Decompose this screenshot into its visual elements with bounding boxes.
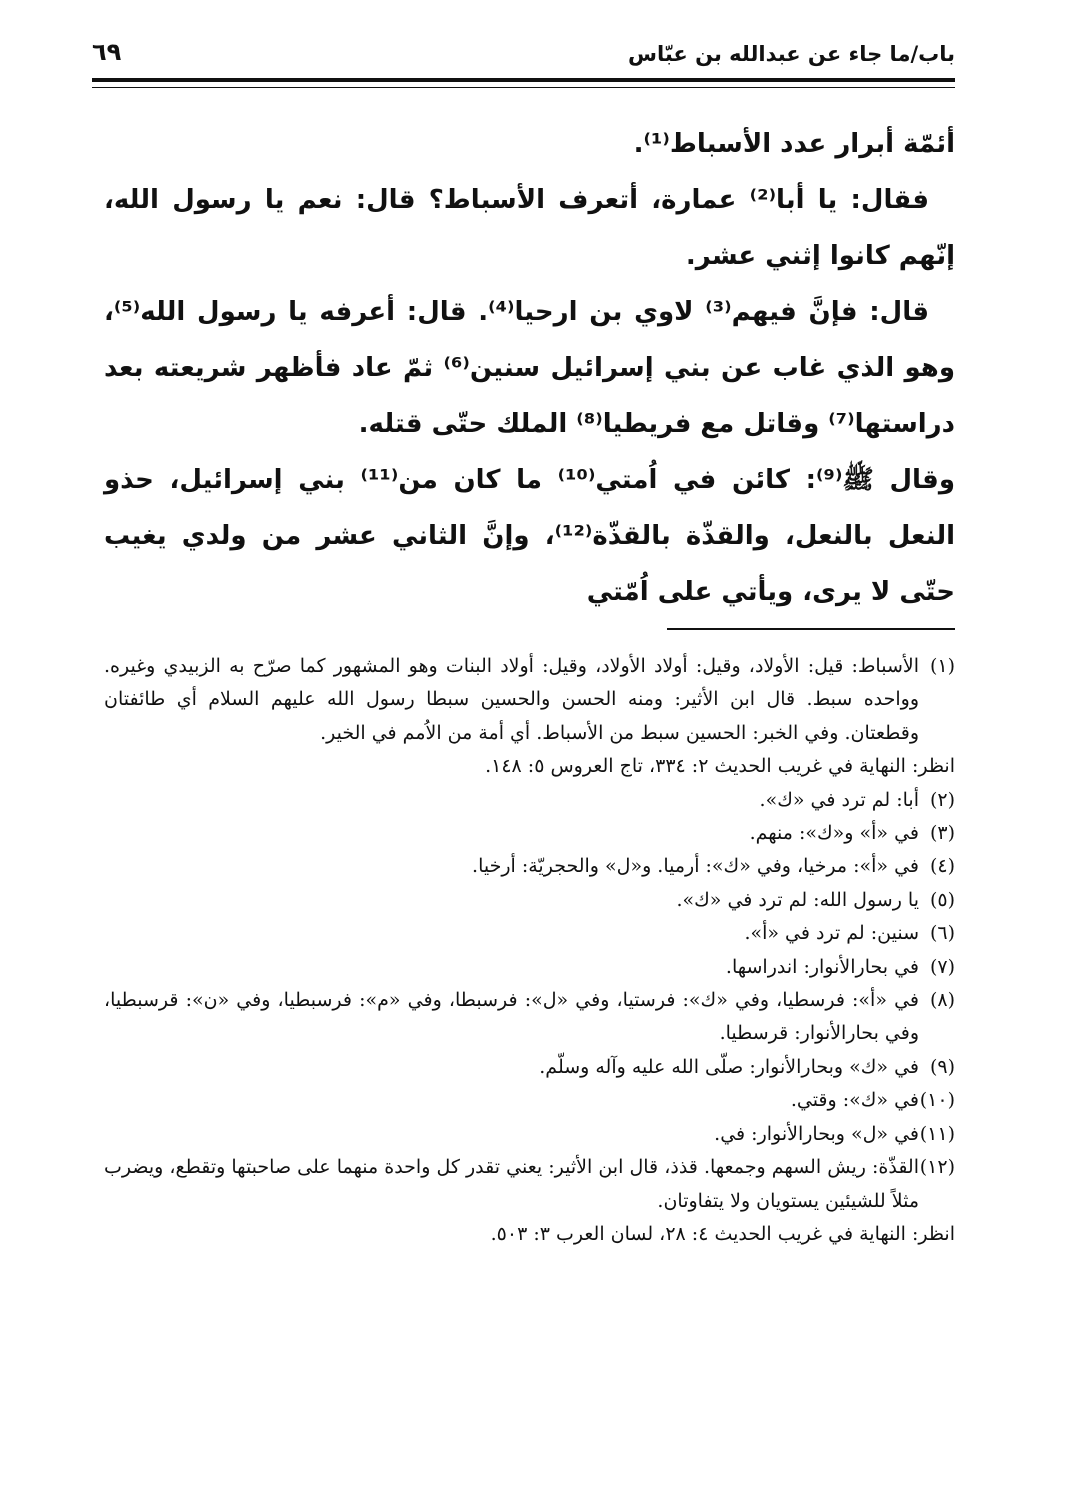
footnote	[104, 817, 955, 850]
running-head: باب/ما جاء عن عبدالله بن عبّاس	[628, 42, 955, 66]
footnote-number: (٦)	[929, 922, 955, 945]
footnote-text: في «ك» وبحارالأنوار: صلّى الله عليه وآله وسلّم.	[539, 1055, 919, 1078]
footnote-text: في بحارالأنوار: اندراسها.	[725, 955, 919, 978]
header-rule	[92, 78, 955, 82]
body-paragraph: أئمّة أبرار عدد الأسباط⁽¹⁾.	[633, 129, 955, 159]
footnote-number: (٣)	[929, 822, 955, 845]
footnote	[104, 1084, 955, 1117]
footnote-text: أبا: لم ترد في «ك».	[759, 788, 919, 811]
body-paragraph: وقال ﷺ⁽⁹⁾: كائن في اُمتي⁽¹⁰⁾ ما كان من⁽¹¹⁾ بني إسرائيل، حذو النعل بالنعل، والقذّة بالقذّة⁽¹²⁾، وإنَّ الثاني عشر من ولدي يغيب حتّى لا يرى، ويأتي على اُمّتي	[104, 465, 956, 607]
footnote	[104, 850, 955, 883]
footnote-source: انظر: النهاية في غريب الحديث ٤: ٢٨، لسان العرب ٣: ٥٠٣.	[490, 1222, 955, 1245]
footnote	[104, 917, 955, 950]
main-text	[104, 116, 955, 620]
footnote-number: (١١)	[919, 1122, 955, 1145]
page-number: ٦٩	[92, 38, 122, 66]
footnote-number: (٥)	[929, 888, 955, 911]
footnote-number: (١)	[929, 655, 955, 677]
footnote	[104, 1118, 955, 1151]
footnote-text: في «أ»: فرسطيا، وفي «ك»: فرستيا، وفي «ل»: فرسبطا، وفي «م»: فرسبطيا، وفي «ن»: قرسبطيا، وفي بحارالأنوار: قرسطيا.	[104, 989, 919, 1045]
page-header	[92, 36, 955, 82]
footnote-source: انظر: النهاية في غريب الحديث ٢: ٣٣٤، تاج العروس ٥: ١٤٨.	[485, 755, 955, 778]
footnote-separator	[667, 628, 955, 630]
footnote-number: (٧)	[929, 955, 955, 978]
footnote-number: (١٠)	[919, 1089, 955, 1112]
footnote-text: في «ل» وبحارالأنوار: في.	[714, 1122, 919, 1145]
footnote-number: (١٢)	[919, 1156, 955, 1179]
footnote-text: الأسباط: قيل: الأولاد، وقيل: أولاد الأولاد، وقيل: أولاد البنات وهو المشهور كما صرّح به الزبيدي وغيره. وواحده سبط. قال ابن الأثير: ومنه الحسن والحسين سبطا رسول الله عليهم السلام أي طائفتان وقطعتان. وفي الخبر: الحسين سبط من الأسباط. أي أمة من الاُمم في الخير.	[104, 655, 919, 744]
footnote-text: سنين: لم ترد في «أ».	[744, 922, 919, 945]
footnote-text: في «أ» و«ك»: منهم.	[749, 822, 919, 845]
body-paragraph: فقال: يا أبا⁽²⁾ عمارة، أتعرف الأسباط؟ قال: نعم يا رسول الله، إنّهم كانوا إثني عشر.	[104, 185, 955, 271]
footnote-text: في «ك»: وقتي.	[790, 1089, 919, 1112]
footnote	[104, 951, 955, 984]
footnote-number: (٢)	[929, 788, 955, 811]
footnote-number: (٤)	[929, 855, 955, 878]
footnote	[104, 784, 955, 817]
footnote-text: في «أ»: مرخيا، وفي «ك»: أرميا. و«ل» والحجريّة: أرخيا.	[472, 855, 919, 878]
footnote	[104, 1151, 955, 1218]
footnote	[104, 884, 955, 917]
body-paragraph: قال: فإنَّ فيهم⁽³⁾ لاوي بن ارحيا⁽⁴⁾. قال: أعرفه يا رسول الله⁽⁵⁾، وهو الذي غاب عن بني إسرائيل سنين⁽⁶⁾ ثمّ عاد فأظهر شريعته بعد دراستها⁽⁷⁾ وقاتل مع فريطيا⁽⁸⁾ الملك حتّى قتله.	[104, 297, 955, 439]
header-rule-thin	[92, 87, 955, 88]
footnote-text: يا رسول الله: لم ترد في «ك».	[676, 888, 919, 911]
footnote	[104, 984, 955, 1051]
footnote-number: (٩)	[929, 1055, 955, 1078]
footnote-number: (٨)	[929, 989, 955, 1012]
footnotes	[104, 650, 955, 1251]
footnote-text: القذّة: ريش السهم وجمعها. قذذ، قال ابن الأثير: يعني تقدر كل واحدة منهما على صاحبتها وتقطع، ويضرب مثلاً للشيئين يستويان ولا يتفاوتان.	[104, 1156, 919, 1212]
footnote	[104, 650, 955, 750]
footnote	[104, 1051, 955, 1084]
